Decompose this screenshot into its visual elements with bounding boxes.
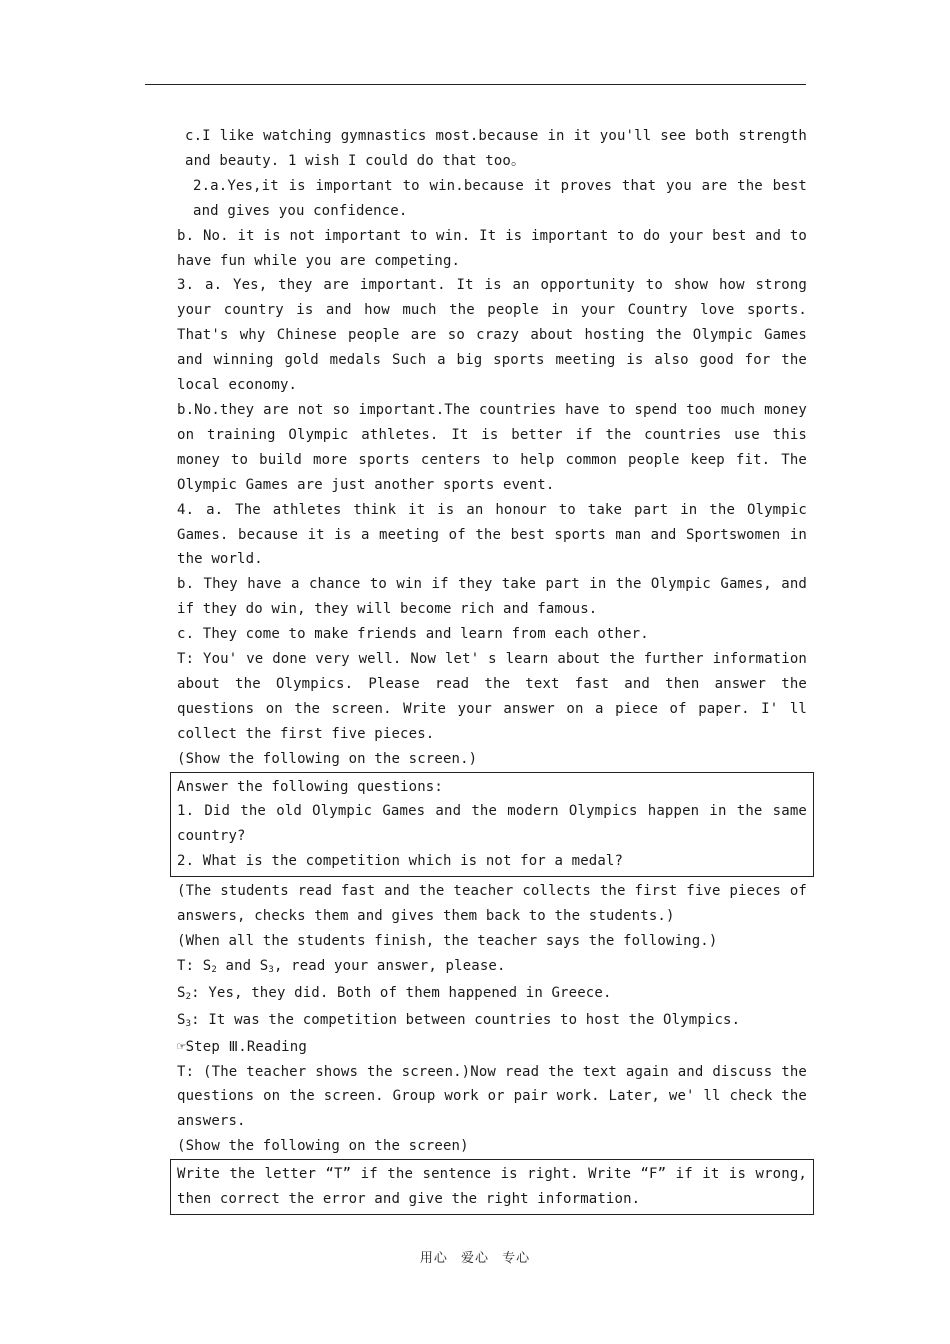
student-line [177,1008,807,1035]
document-body [177,124,807,1215]
paragraph: (Show the following on the screen) [177,1138,469,1155]
footer-text: 爱心 [460,1251,489,1266]
text-run: S [177,1011,186,1028]
subscript: 3 [185,1018,192,1029]
footer-text: 用心 [419,1251,448,1266]
subscript: 2 [185,991,192,1002]
paragraph: b. They have a chance to win if they take part in the Olympic Games, and if they do win, they will become rich and famous. [177,576,807,618]
text-run: T: S [177,957,212,974]
paragraph: c.I like watching gymnastics most.because in it you'll see both strength and beauty. 1 wish I could do that too。 [185,128,807,169]
text-run: S [177,984,186,1001]
box-line: 1. Did the old Olympic Games and the modern Olympics happen in the same country? [177,803,807,845]
box-line: 2. What is the competition which is not for a medal? [177,853,624,870]
instructions-box [170,1159,814,1215]
paragraph: (When all the students finish, the teacher says the following.) [177,933,718,949]
paragraph: (Show the following on the screen.) [177,750,478,767]
step-heading: ☞Step Ⅲ.Reading [177,1038,307,1055]
paragraph: 3. a. Yes, they are important. It is an opportunity to show how strong your country is and how much the people in your Country love sports. That's why Chinese people are so crazy about hosting the Olympic Games and winning gold medals Such a big sports meeting is also good for the local economy. [177,277,807,394]
box-line: Answer the following questions: [177,778,443,795]
text-run: and S [216,957,269,974]
box-line: Write the letter “T” if the sentence is right. Write “F” if it is wrong, then correct the error and give the right information. [177,1166,807,1208]
paragraph: T: You' ve done very well. Now let' s learn about the further information about the Olympics. Please read the text fast and then answer the questions on the screen. Write your answer on a piece of paper. I' ll collect the first five pieces. [177,651,807,742]
text-run: , read your answer, please. [273,957,506,974]
questions-box [170,772,814,878]
paragraph: 4. a. The athletes think it is an honour to take part in the Olympic Games. because it is a meeting of the best sports man and Sportswomen in the world. [177,501,807,568]
header-rule [145,84,806,85]
paragraph: b.No.they are not so important.The countries have to spend too much money on training Olympic athletes. It is better if the countries use this money to build more sports centers to help common people keep fit. The Olympic Games are just another sports event. [177,401,807,493]
paragraph: c. They come to make friends and learn from each other. [177,626,649,643]
text-run: : It was the competition between countries to host the Olympics. [191,1011,741,1028]
paragraph: 2.a.Yes,it is important to win.because it proves that you are the best and gives you confidence. [193,177,807,219]
student-line [177,981,807,1008]
footer-text: 专心 [502,1251,531,1266]
page-footer [0,1247,950,1266]
paragraph: (The students read fast and the teacher collects the first five pieces of answers, checks them and gives them back to the students.) [177,883,807,925]
teacher-line [177,954,807,981]
paragraph: b. No. it is not important to win. It is important to do your best and to have fun while you are competing. [177,227,807,269]
subscript: 2 [211,964,217,975]
subscript: 3 [268,964,274,975]
text-run: : Yes, they did. Both of them happened in Greece. [191,984,612,1001]
paragraph: T: (The teacher shows the screen.)Now read the text again and discuss the questions on the screen. Group work or pair work. Later, we' ll check the answers. [177,1063,807,1130]
